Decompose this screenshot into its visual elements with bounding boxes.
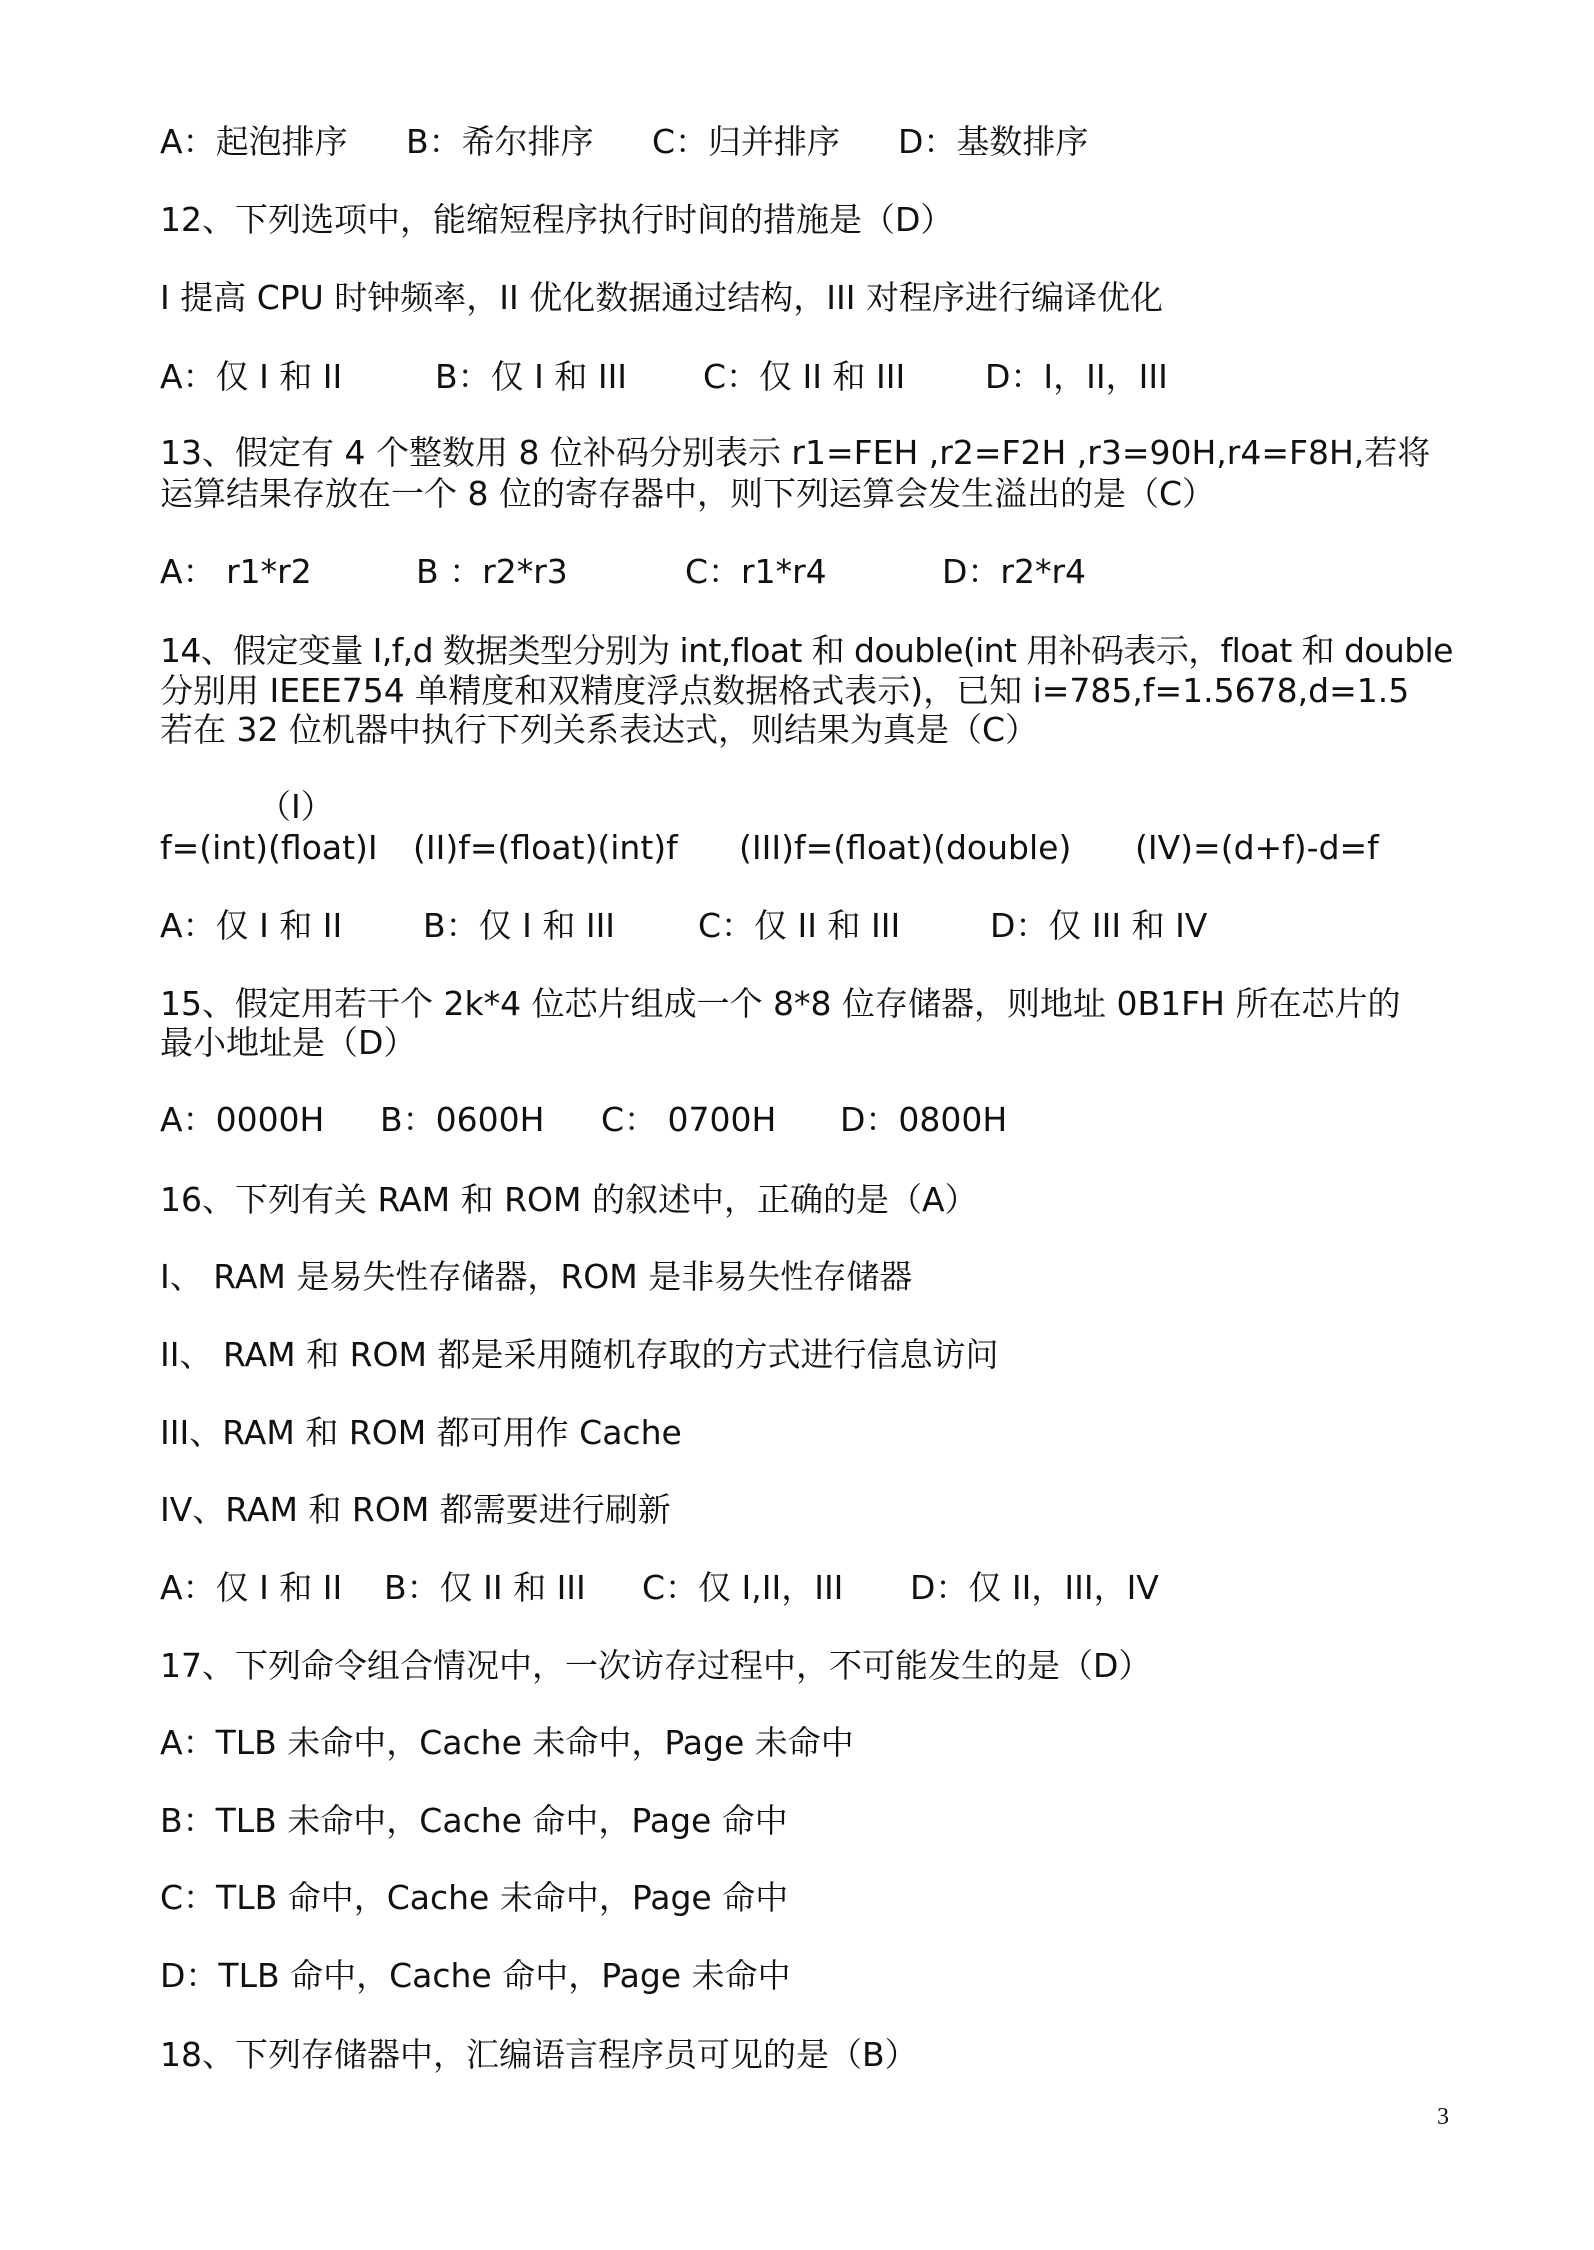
option: B：仅 II 和 III — [384, 1568, 586, 1607]
question-17-stem: 17、下列命令组合情况中，一次访存过程中，不可能发生的是（D） — [160, 1646, 1152, 1685]
option: A：TLB 未命中，Cache 未命中，Page 未命中 — [160, 1723, 854, 1762]
option: C：仅 II 和 III — [703, 357, 906, 396]
question-12-stem: 12、下列选项中，能缩短程序执行时间的措施是（D） — [160, 200, 954, 239]
option: D：仅 II，III，IV — [910, 1568, 1159, 1607]
option: B：0600H — [380, 1100, 545, 1139]
option: D：r2*r4 — [942, 552, 1087, 591]
option: A：0000H — [160, 1100, 325, 1139]
option: D：仅 III 和 IV — [990, 906, 1208, 945]
question-14-stem: 若在 32 位机器中执行下列关系表达式，则结果为真是（C） — [160, 710, 1039, 749]
option: C：归并排序 — [652, 122, 841, 161]
option: B：希尔排序 — [406, 122, 594, 161]
question-18-stem: 18、下列存储器中，汇编语言程序员可见的是（B） — [160, 2035, 918, 2074]
option: A： r1*r2 — [160, 552, 312, 591]
question-16-item: III、RAM 和 ROM 都可用作 Cache — [160, 1413, 682, 1452]
option: B：TLB 未命中，Cache 命中，Page 命中 — [160, 1801, 788, 1840]
option: D：0800H — [840, 1100, 1008, 1139]
question-13-stem: 13、假定有 4 个整数用 8 位补码分别表示 r1=FEH ,r2=F2H ,r3=90H,r4=F8H,若将 — [160, 433, 1431, 472]
question-14-stem: 14、假定变量 I,f,d 数据类型分别为 int,float 和 double(int 用补码表示，float 和 double — [160, 631, 1453, 670]
option: A：起泡排序 — [160, 122, 348, 161]
option: B：仅 I 和 III — [435, 357, 628, 396]
question-12-items: I 提高 CPU 时钟频率，II 优化数据通过结构，III 对程序进行编译优化 — [160, 278, 1163, 317]
question-15-stem: 最小地址是（D） — [160, 1023, 417, 1062]
expression: f=(int)(float)I — [160, 828, 378, 867]
option: B：仅 I 和 III — [423, 906, 616, 945]
question-16-item: II、 RAM 和 ROM 都是采用随机存取的方式进行信息访问 — [160, 1335, 999, 1374]
option: A：仅 I 和 II — [160, 906, 343, 945]
option: C：TLB 命中，Cache 未命中，Page 命中 — [160, 1878, 789, 1917]
question-16-item: IV、RAM 和 ROM 都需要进行刷新 — [160, 1490, 671, 1529]
option: D：TLB 命中，Cache 命中，Page 未命中 — [160, 1956, 791, 1995]
question-13-stem: 运算结果存放在一个 8 位的寄存器中，则下列运算会发生溢出的是（C） — [160, 474, 1216, 513]
question-16-item: I、 RAM 是易失性存储器，ROM 是非易失性存储器 — [160, 1257, 913, 1296]
option: C： 0700H — [601, 1100, 777, 1139]
option: C：仅 I,II，III — [642, 1568, 844, 1607]
option: D：基数排序 — [898, 122, 1089, 161]
question-15-stem: 15、假定用若干个 2k*4 位芯片组成一个 8*8 位存储器，则地址 0B1FH 所在芯片的 — [160, 984, 1401, 1023]
option: A：仅 I 和 II — [160, 357, 343, 396]
expr-label-i: （I） — [258, 787, 334, 826]
option: C：r1*r4 — [685, 552, 827, 591]
expression: (IV)=(d+f)-d=f — [1135, 828, 1379, 867]
option: C：仅 II 和 III — [698, 906, 901, 945]
option: B ：r2*r3 — [416, 552, 568, 591]
expression: (II)f=(float)(int)f — [413, 828, 678, 867]
question-16-stem: 16、下列有关 RAM 和 ROM 的叙述中，正确的是（A） — [160, 1180, 978, 1219]
question-14-stem: 分别用 IEEE754 单精度和双精度浮点数据格式表示)，已知 i=785,f=1.5678,d=1.5 — [160, 671, 1410, 710]
page-number: 3 — [1437, 2104, 1449, 2130]
option: A：仅 I 和 II — [160, 1568, 343, 1607]
expression: (III)f=(float)(double) — [739, 828, 1072, 867]
option: D：I，II，III — [985, 357, 1168, 396]
